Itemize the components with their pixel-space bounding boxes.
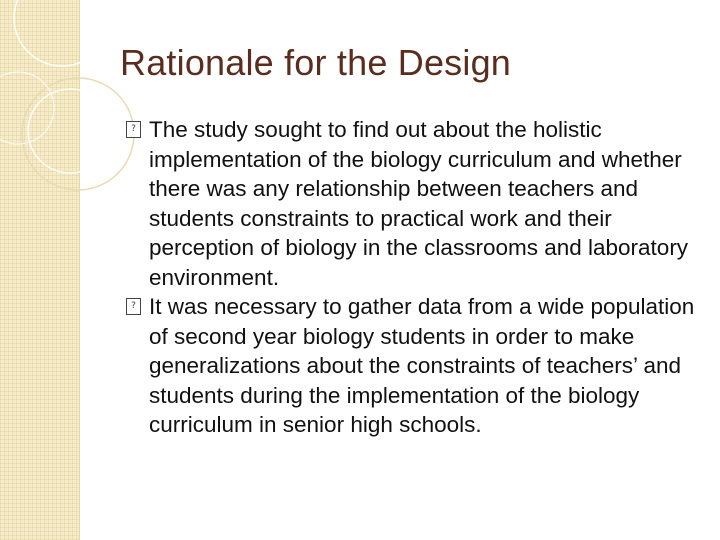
bullet-item bbox=[126, 292, 701, 440]
bullet-text: It was necessary to gather data from a wide population of second year biology students in order to make generalizations about the constraints of teachers’ and students during the implementation of the biology curriculum in senior high schools. bbox=[149, 294, 695, 437]
slide-title: Rationale for the Design bbox=[120, 42, 512, 83]
missing-glyph-icon: ? bbox=[126, 298, 141, 315]
missing-glyph-icon: ? bbox=[126, 121, 141, 138]
bullet-list bbox=[126, 115, 701, 440]
bullet-text: The study sought to find out about the holistic implementation of the biology curriculum and whether there was any relationship between teachers and students constraints to practical work and their perception of biology in the classrooms and laboratory environment. bbox=[149, 117, 689, 290]
decorative-side-band bbox=[0, 0, 80, 540]
bullet-item bbox=[126, 115, 701, 292]
